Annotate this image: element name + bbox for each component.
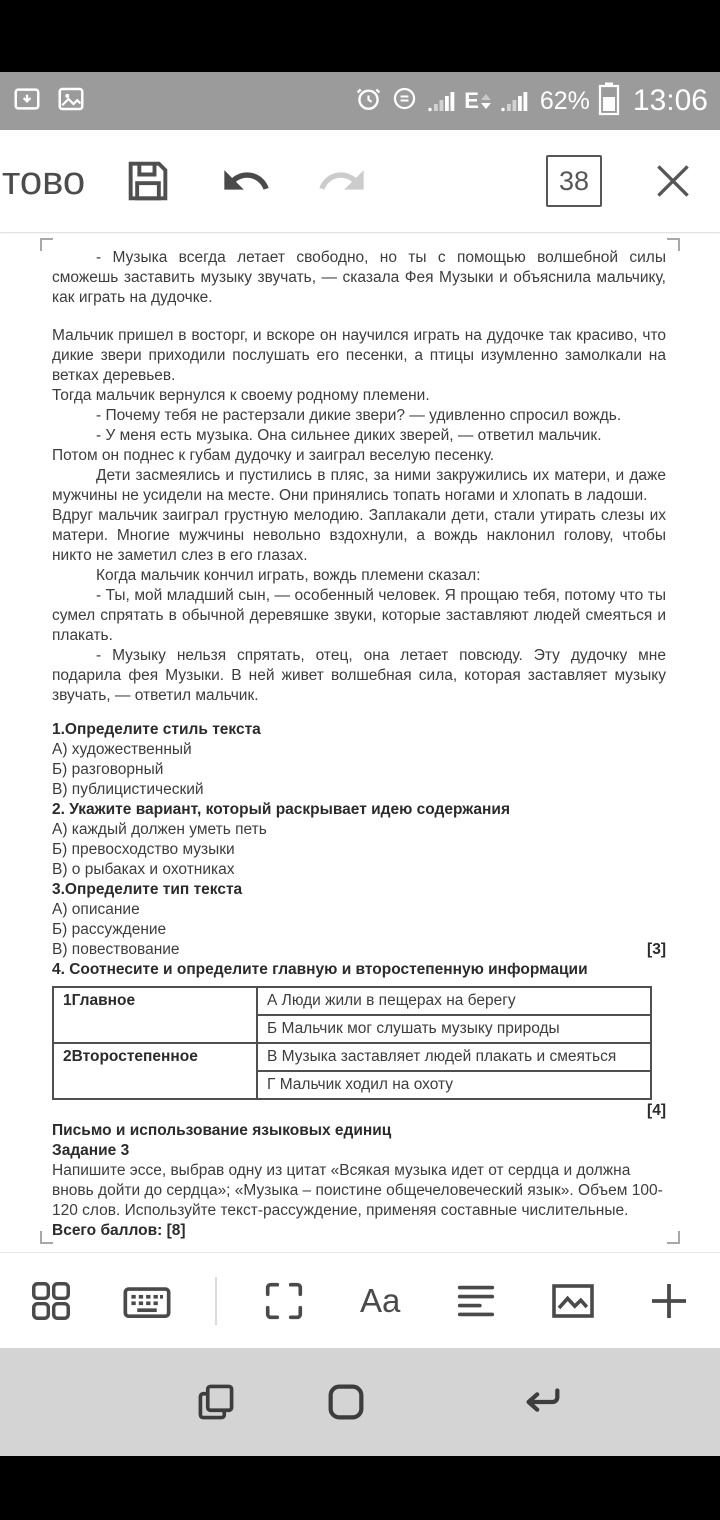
question-heading[interactable]: 3.Определите тип текста — [52, 881, 243, 898]
status-circle-icon — [391, 85, 418, 117]
android-nav-bar — [0, 1348, 720, 1456]
answer-option[interactable]: Б) превосходство музыки — [52, 841, 235, 858]
question-heading[interactable]: 4. Соотнесите и определите главную и второстепенную информации — [52, 961, 588, 978]
data-arrows-icon — [481, 94, 491, 109]
blocks-icon[interactable] — [22, 1272, 80, 1330]
screenshot-icon — [12, 84, 42, 119]
paragraph[interactable]: - Музыка всегда летает свободно, но ты с помощью волшебной силы сможешь заставить музыку звучать, — сказала Фея Музыки и объяснила мальчику, как играть на дудочке. — [52, 249, 666, 306]
image-icon[interactable] — [544, 1272, 602, 1330]
task-text[interactable]: Напишите эссе, выбрав одну из цитат «Всякая музыка идет от сердца и должна вновь дойти до сердца»; «Музыка – поистине общечеловеческий язык». Объем 100-120 слов. Используйте текст-рассуждение, применяя составные числительные. — [52, 1162, 663, 1219]
page-corner-mark — [667, 1231, 680, 1244]
story-text[interactable] — [52, 248, 666, 706]
page-indicator[interactable]: 38 — [546, 155, 602, 207]
status-bar — [0, 72, 720, 130]
task-label[interactable]: Задание 3 — [52, 1142, 130, 1159]
paragraph[interactable]: Вдруг мальчик заиграл грустную мелодию. Заплакали дети, стали утирать слезы их матери. Многие мужчины невольно вздохнули, а вождь наклонил голову, чтобы никто не заметил слез в его глазах. — [52, 507, 666, 564]
answer-option[interactable]: А) каждый должен уметь петь — [52, 821, 267, 838]
matching-table[interactable] — [52, 986, 652, 1100]
answer-option[interactable]: Б) разговорный — [52, 761, 164, 778]
writing-section[interactable] — [52, 1121, 666, 1241]
save-button[interactable] — [119, 152, 177, 210]
battery-percent: 62% — [539, 86, 590, 115]
screen-bottom-bezel — [0, 1456, 720, 1520]
paragraph[interactable]: Дети засмеялись и пустились в пляс, за ними закружились их матери, и даже мужчины не усидели на месте. Они принялись топать ногами и хлопать в ладоши. — [52, 467, 666, 504]
answer-option[interactable]: В) о рыбаках и охотниках — [52, 861, 235, 878]
answer-option[interactable]: Б) рассуждение — [52, 921, 167, 938]
screen-top-bezel — [0, 0, 720, 72]
question-heading[interactable]: 1.Определите стиль текста — [52, 721, 261, 738]
font-icon[interactable] — [351, 1272, 409, 1330]
editor-toolbar — [0, 130, 720, 233]
table-row — [53, 1043, 651, 1071]
keyboard-icon[interactable] — [118, 1272, 176, 1330]
alarm-icon — [354, 84, 383, 118]
fit-screen-icon[interactable] — [255, 1272, 313, 1330]
question-heading[interactable]: 2. Укажите вариант, который раскрывает идею содержания — [52, 801, 510, 818]
status-left-icons — [12, 84, 86, 119]
section-heading[interactable]: Письмо и использование языковых единиц — [52, 1122, 392, 1139]
gallery-icon — [56, 84, 86, 119]
network-mode-indicator — [464, 90, 491, 112]
paragraph[interactable]: - Музыку нельзя спрятать, отец, она летает повсюду. Эту дудочку мне подарила фея Музыки. В ней живет волшебная сила, которая заставляет музыку звучать, — ответил мальчик. — [52, 647, 666, 704]
paragraph[interactable]: Когда мальчик кончил играть, вождь племени сказал: — [96, 567, 481, 584]
paragraph[interactable]: Тогда мальчик вернулся к своему родному племени. — [52, 387, 430, 404]
answer-option[interactable]: В) повествование — [52, 941, 180, 958]
table-cell[interactable]: 2Второстепенное — [53, 1043, 257, 1099]
toolbar-divider — [215, 1277, 217, 1325]
status-right-icons — [354, 82, 708, 121]
paragraph[interactable]: Мальчик пришел в восторг, и вскоре он научился играть на дудочке так красиво, что дикие звери приходили послушать его песенки, а птицы изумленно замолкали на ветках деревьев. — [52, 327, 666, 384]
close-icon[interactable] — [644, 152, 702, 210]
table-cell[interactable]: Б Мальчик мог слушать музыку природы — [257, 1015, 651, 1043]
answer-option[interactable]: В) публицистический — [52, 781, 204, 798]
document-page[interactable] — [0, 234, 720, 1252]
questions-block[interactable] — [52, 720, 666, 980]
editor-bottom-toolbar — [0, 1252, 720, 1348]
battery-icon — [598, 82, 620, 121]
table-cell[interactable]: А Люди жили в пещерах на берегу — [257, 987, 651, 1015]
undo-button[interactable] — [217, 152, 275, 210]
done-button[interactable]: тово — [2, 158, 86, 203]
answer-option-row[interactable] — [52, 940, 666, 960]
table-cell[interactable]: Г Мальчик ходил на охоту — [257, 1071, 651, 1099]
signal-strength-icon — [426, 85, 456, 118]
home-button[interactable] — [322, 1378, 370, 1426]
score-badge: [4] — [647, 1102, 666, 1119]
table-cell[interactable]: 1Главное — [53, 987, 257, 1043]
signal-strength-icon — [499, 85, 529, 118]
paragraph[interactable]: - Ты, мой младший сын, — особенный человек. Я прощаю тебя, потому что ты сумел спрятать в обычной деревяшке звуки, которые заставляют людей смеяться и плакать. — [52, 587, 666, 644]
back-button[interactable] — [518, 1378, 566, 1426]
recents-button[interactable] — [192, 1378, 240, 1426]
clock-label: 13:06 — [632, 84, 708, 117]
paragraph[interactable]: - Почему тебя не растерзали дикие звери? — удивленно спросил вождь. — [96, 407, 622, 424]
total-score-label[interactable]: Всего баллов: [8] — [52, 1222, 186, 1239]
add-icon[interactable] — [640, 1272, 698, 1330]
redo-button[interactable] — [313, 152, 371, 210]
score-badge: [3] — [647, 941, 666, 958]
table-cell[interactable]: В Музыка заставляет людей плакать и смеяться — [257, 1043, 651, 1071]
answer-option[interactable]: А) художественный — [52, 741, 192, 758]
paragraph[interactable]: - У меня есть музыка. Она сильнее диких зверей, — ответил мальчик. — [96, 427, 602, 444]
network-mode-letter: E — [464, 88, 479, 113]
font-label: Aa — [359, 1281, 401, 1319]
answer-option[interactable]: А) описание — [52, 901, 140, 918]
paragraph[interactable]: Потом он поднес к губам дудочку и заиграл веселую песенку. — [52, 447, 495, 464]
page-corner-mark — [667, 238, 680, 251]
document-content[interactable] — [52, 248, 666, 1241]
paragraph-icon[interactable] — [447, 1272, 505, 1330]
table-row — [53, 987, 651, 1015]
